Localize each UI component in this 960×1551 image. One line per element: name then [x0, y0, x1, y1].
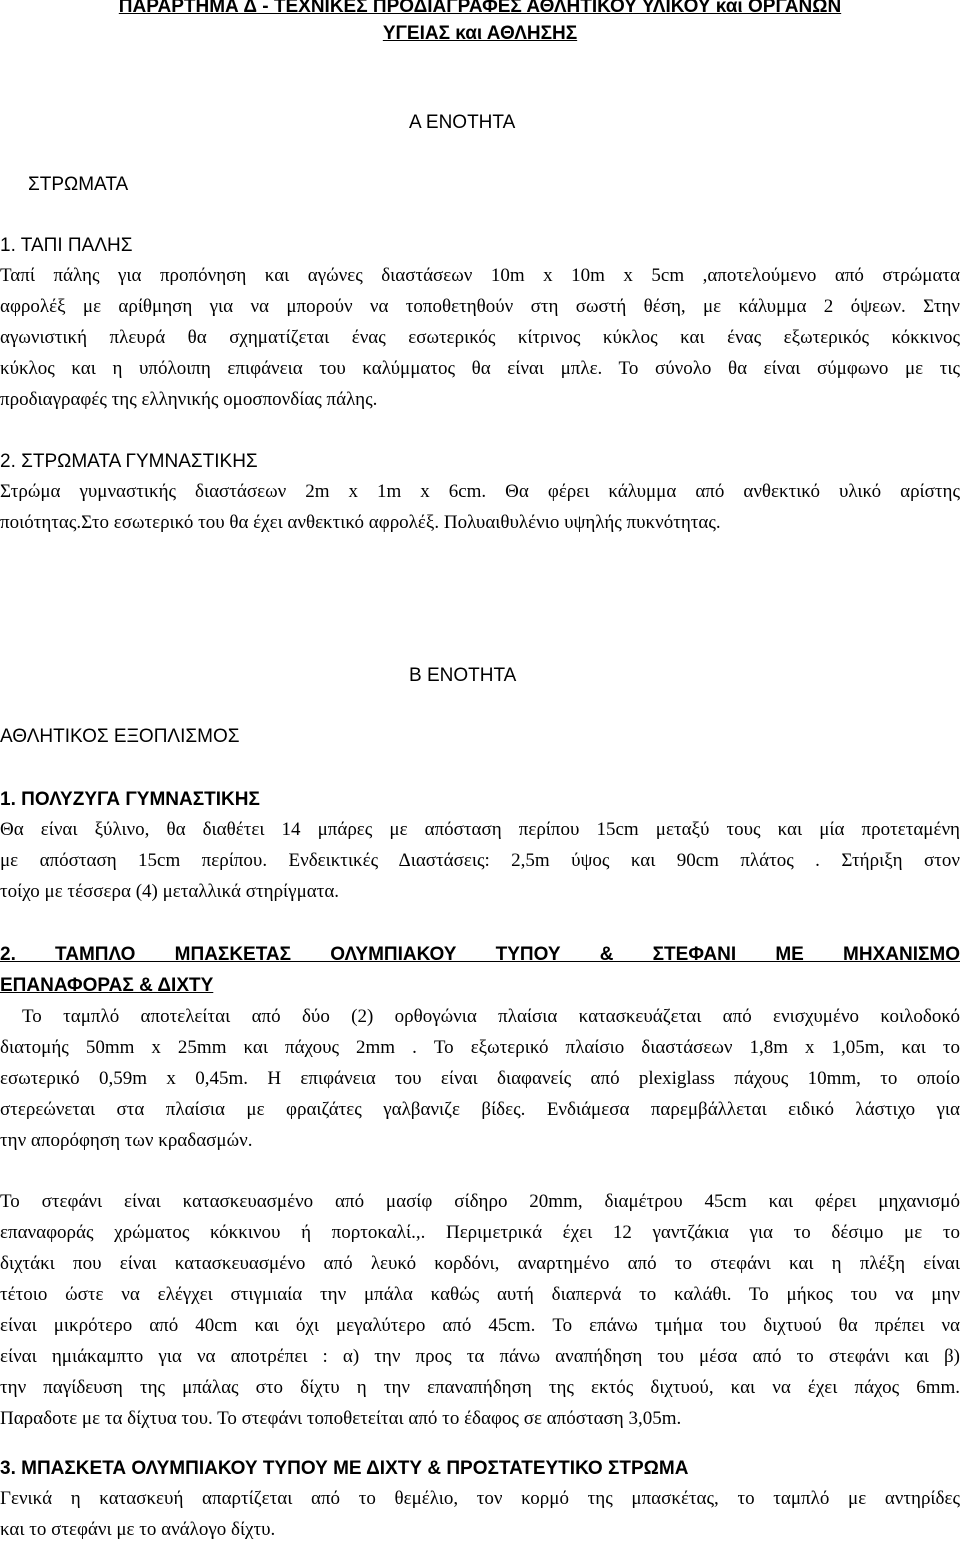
paragraph-line: Θα είναι ξύλινο, θα διαθέτει 14 μπάρες με απόσταση περίπου 15cm μεταξύ τους και μία προτεταμένη [0, 819, 960, 840]
document-title-line-2: ΥΓΕΙΑΣ και ΑΘΛΗΣΗΣ [382, 23, 578, 44]
paragraph-line: Ταπί πάλης για προπόνηση και αγώνες διαστάσεων 10m x 10m x 5cm ,αποτελούμενο από στρώματα [0, 265, 960, 286]
section-b-heading: Β ΕΝΟΤΗΤΑ [409, 665, 517, 686]
paragraph-line: είναι ημιάκαμπτο για να αποτρέπει : α) την προς τα πάνω αναπήδηση του μέσα από το στεφάνι και β) [0, 1346, 960, 1367]
item-heading: 2. ΣΤΡΩΜΑΤΑ ΓΥΜΝΑΣΤΙΚΗΣ [0, 451, 258, 472]
paragraph-line: και το στεφάνι με το ανάλογο δίχτυ. [0, 1519, 276, 1540]
section-b-category: ΑΘΛΗΤΙΚΟΣ ΕΞΟΠΛΙΣΜΟΣ [0, 726, 240, 747]
paragraph-line: επαναφοράς χρώματος κόκκινου ή πορτοκαλί.,. Περιμετρικά έχει 12 γαντζάκια για το δέσιμο με το [0, 1222, 960, 1243]
paragraph-line: Παραδοτε με τα δίχτυα του. Το στεφάνι τοποθετείται από το έδαφος σε απόσταση 3,05m. [0, 1408, 682, 1429]
paragraph-line: ποιότητας.Στο εσωτερικό του θα έχει ανθεκτικό αφρολέξ. Πολυαιθυλένιο υψηλής πυκνότητας. [0, 512, 721, 533]
section-b-item-2 [0, 939, 960, 1156]
item-heading: 1. ΠΟΛΥΖΥΓΑ ΓΥΜΝΑΣΤΙΚΗΣ [0, 789, 260, 810]
item-heading: 3. ΜΠΑΣΚΕΤΑ ΟΛΥΜΠΙΑΚΟΥ ΤΥΠΟΥ ΜΕ ΔΙΧΤΥ & ΠΡΟΣΤΑΤΕΥΤΙΚΟ ΣΤΡΩΜΑ [0, 1458, 689, 1479]
section-a-item-2 [0, 448, 960, 538]
paragraph-line: τοίχο με τέσσερα (4) μεταλλικά στηρίγματα. [0, 881, 340, 902]
item-heading: 2. ΤΑΜΠΛΟ ΜΠΑΣΚΕΤΑΣ ΟΛΥΜΠΙΑΚΟΥ ΤΥΠΟΥ & ΣΤΕΦΑΝΙ ΜΕ ΜΗΧΑΝΙΣΜΟ [0, 944, 960, 965]
paragraph-line: Στρώμα γυμναστικής διαστάσεων 2m x 1m x 6cm. Θα φέρει κάλυμμα από ανθεκτικό υλικό αρίστης [0, 481, 960, 502]
paragraph-line: προδιαγραφές της ελληνικής ομοσπονδίας πάλης. [0, 389, 378, 410]
section-b-item-2-paragraph-2 [0, 1186, 960, 1434]
paragraph-line: την απορόφηση των κραδασμών. [0, 1130, 253, 1151]
paragraph-line: αγωνιστική πλευρά θα σχηματίζεται ένας εσωτερικός κίτρινος κύκλος και ένας εξωτερικός κόκκινος [0, 327, 960, 348]
paragraph-line: διατομής 50mm x 25mm και πάχους 2mm . Το εξωτερικό πλαίσιο διαστάσεων 1,8m x 1,05m, και το [0, 1037, 960, 1058]
paragraph-line: εσωτερικό 0,59m x 0,45m. Η επιφάνεια του είναι διαφανείς από plexiglass πάχους 10mm, το οποίο [0, 1068, 960, 1089]
item-heading: 1. ΤΑΠΙ ΠΑΛΗΣ [0, 235, 133, 256]
paragraph-line: στερεώνεται στα πλαίσια με φραιζάτες γαλβανιζε βίδες. Ενδιάμεσα παρεμβάλλεται ειδικό λάστιχο για [0, 1099, 960, 1120]
paragraph-line: κύκλος και η υπόλοιπη επιφάνεια του καλύμματος θα είναι μπλε. Το σύνολο θα είναι σύμφωνο με τις [0, 358, 960, 379]
paragraph-line: την παγίδευση της μπάλας στο δίχτυ η την επαναπήδηση της εκτός διχτυού, και να έχει πάχος 6mm. [0, 1377, 960, 1398]
section-b-item-1 [0, 786, 960, 907]
paragraph-line: είναι μικρότερο από 40cm και όχι μεγαλύτερο από 45cm. Το επάνω τμήμα του διχτυού θα πρέπει να [0, 1315, 960, 1336]
paragraph-line: αφρολέξ με αρίθμηση για να μπορούν να τοποθετηθούν στη σωστή θέση, με κάλυμμα 2 όψεων. Στην [0, 296, 960, 317]
section-a-category: ΣΤΡΩΜΑΤΑ [28, 174, 129, 195]
section-a-item-1 [0, 232, 960, 415]
paragraph-line: Το στεφάνι είναι κατασκευασμένο από μασίφ σίδηρο 20mm, διαμέτρου 45cm και φέρει μηχανισμό [0, 1191, 960, 1212]
section-b-item-3 [0, 1455, 960, 1545]
paragraph-line: Το ταμπλό αποτελείται από δύο (2) ορθογώνια πλαίσια κατασκευάζεται από ενισχυμένο κοιλοδοκό [22, 1006, 960, 1027]
paragraph-line: Γενικά η κατασκευή απαρτίζεται από το θεμέλιο, τον κορμό της μπασκέτας, το ταμπλό με αντηρίδες [0, 1488, 960, 1509]
paragraph-line: διχτάκι που είναι κατασκευασμένο από λευκό κορδόνι, αναρτημένο από το στεφάνι και η πλέξη είναι [0, 1253, 960, 1274]
paragraph-line: τέτοιο ώστε να ελέγχει στιγμιαία την μπάλα καθώς αυτή διαπερνά το καλάθι. Το μήκος του να μην [0, 1284, 960, 1305]
section-a-heading: Α ΕΝΟΤΗΤΑ [409, 112, 516, 133]
document-title-line-1: ΠΑΡΑΡΤΗΜΑ Δ - ΤΕΧΝΙΚΕΣ ΠΡΟΔΙΑΓΡΑΦΕΣ ΑΘΛΗΤΙΚΟΥ ΥΛΙΚΟΥ και ΟΡΓΑΝΩΝ [118, 0, 842, 17]
paragraph-line: με απόσταση 15cm περίπου. Ενδεικτικές Διαστάσεις: 2,5m ύψος και 90cm πλάτος . Στήριξη στον [0, 850, 960, 871]
item-heading-continued: ΕΠΑΝΑΦΟΡΑΣ & ΔΙΧΤΥ [0, 975, 214, 996]
